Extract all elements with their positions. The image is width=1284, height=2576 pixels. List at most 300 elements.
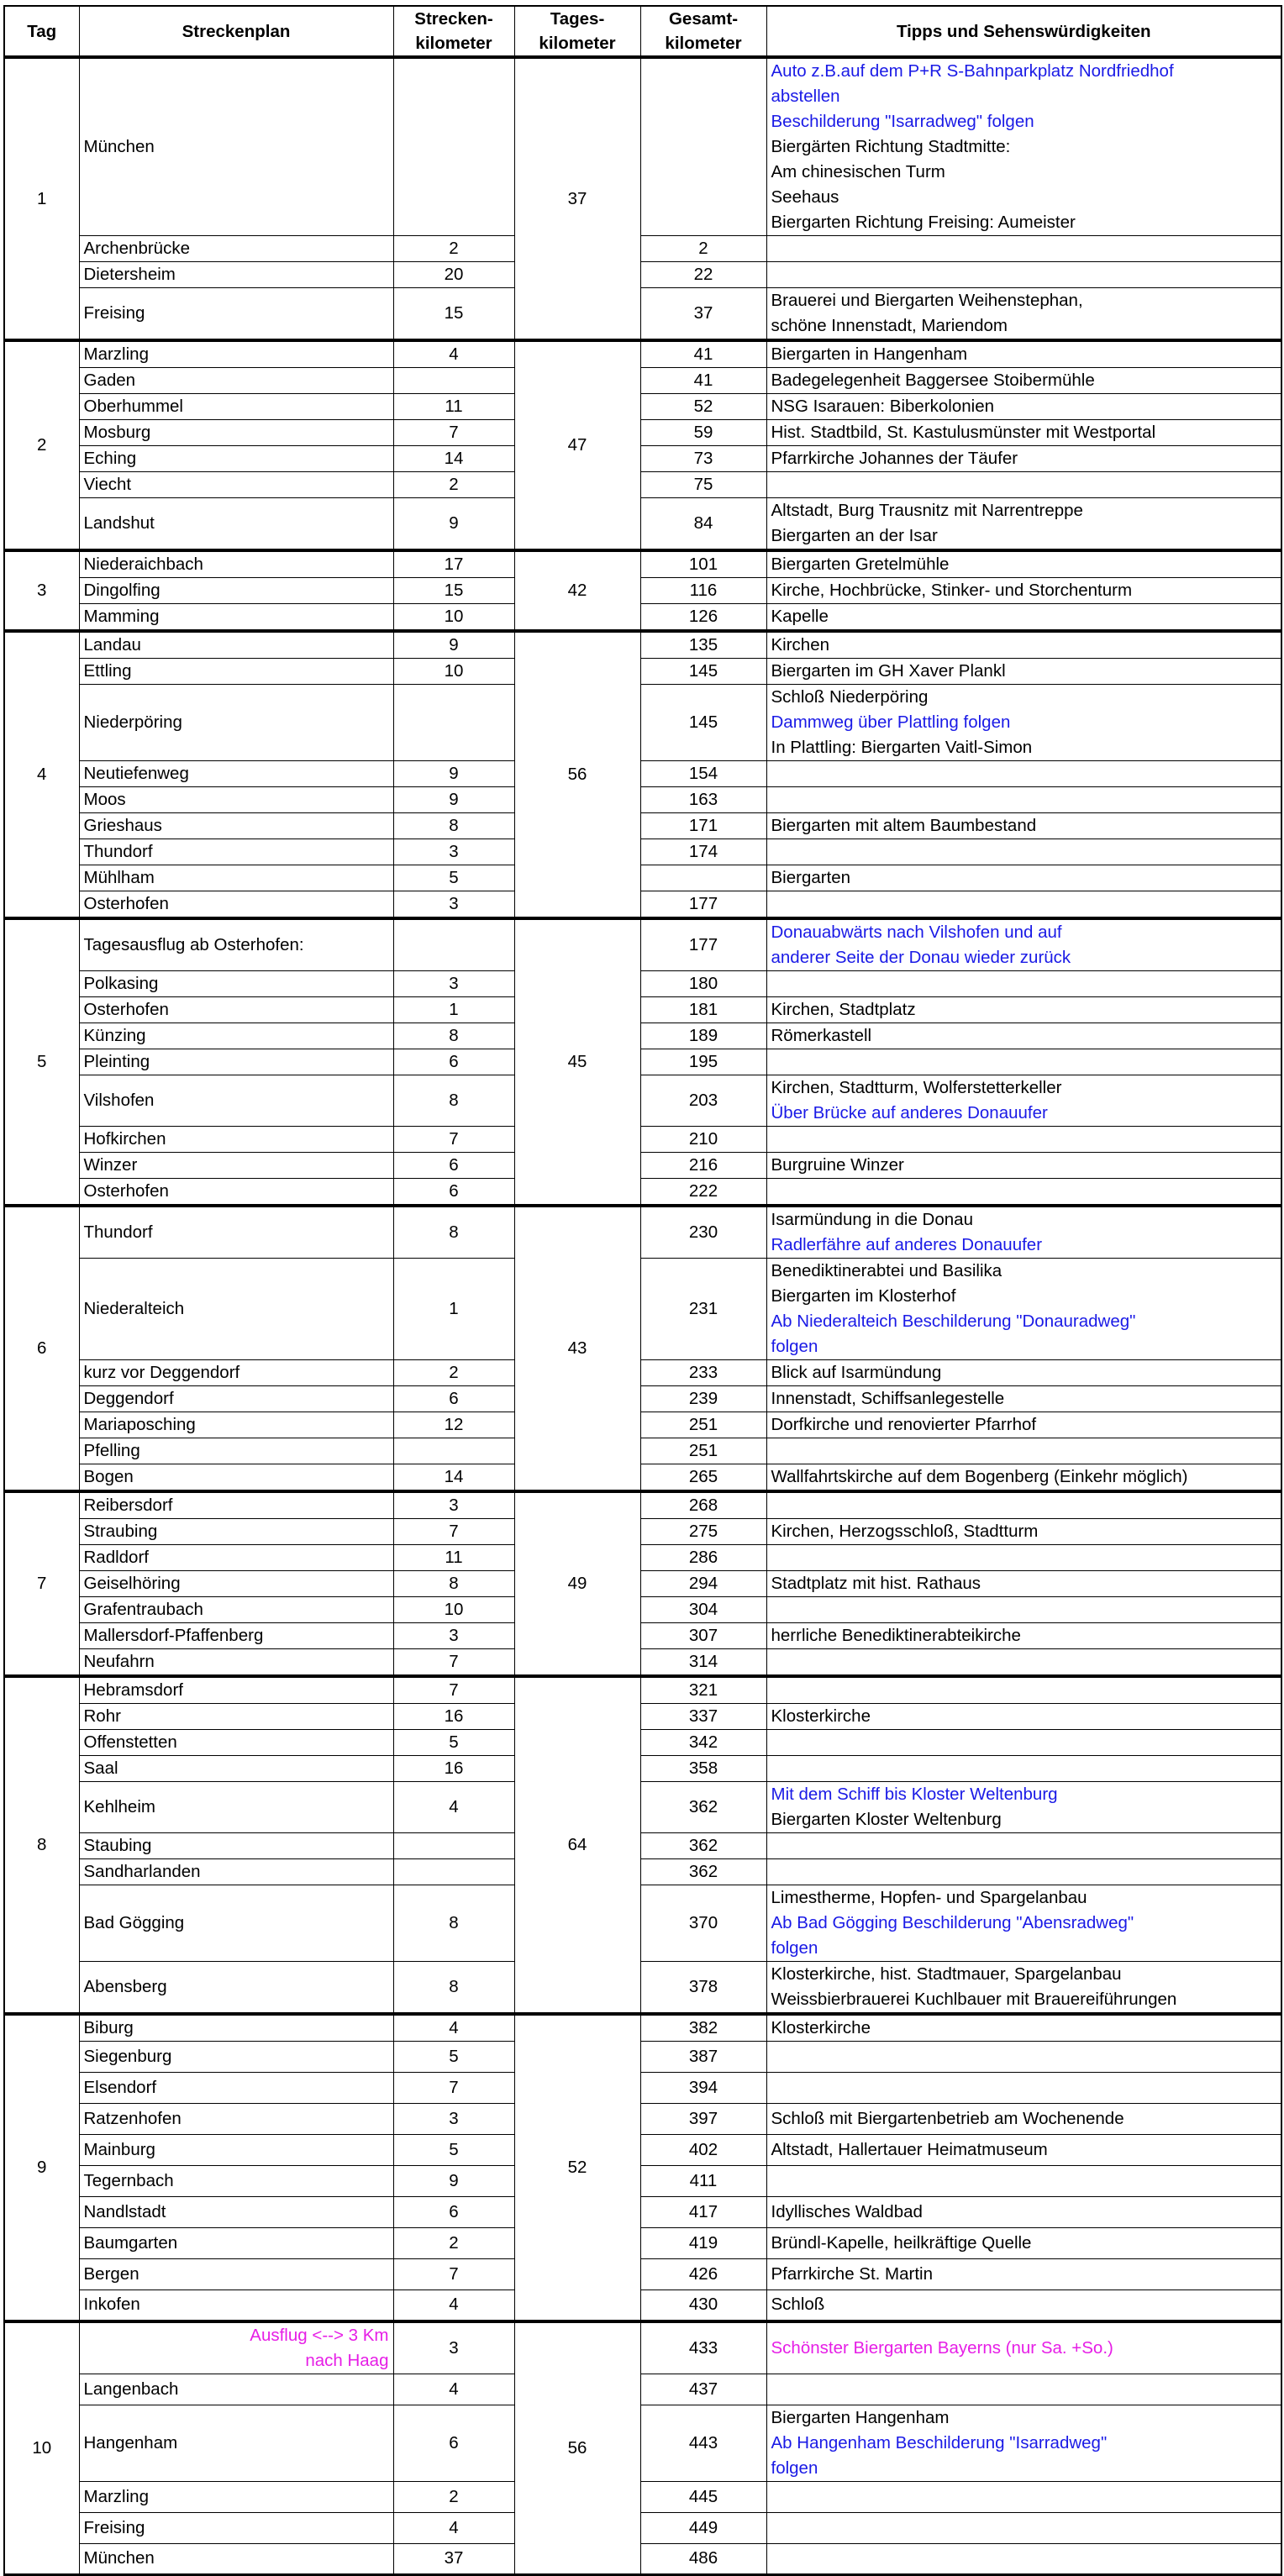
gesamt-km-cell: 426	[640, 2259, 766, 2290]
table-row	[4, 1259, 1281, 1360]
table-row	[4, 631, 1281, 659]
table-row	[4, 1464, 1281, 1492]
gesamt-km-cell: 417	[640, 2197, 766, 2228]
table-row	[4, 2228, 1281, 2259]
strecken-km-cell: 11	[393, 1545, 514, 1571]
tip-line: Auto z.B.auf dem P+R S-Bahnparkplatz Nordfriedhof	[771, 61, 1174, 81]
strecken-km-cell: 6	[393, 1049, 514, 1075]
gesamt-km-cell: 437	[640, 2374, 766, 2405]
table-row	[4, 997, 1281, 1023]
gesamt-km-cell: 126	[640, 604, 766, 632]
table-row	[4, 1704, 1281, 1730]
strecken-km-cell: 9	[393, 2166, 514, 2197]
tip-line: folgen	[771, 1337, 818, 1356]
gesamt-km-cell	[640, 865, 766, 891]
table-row	[4, 2321, 1281, 2374]
tip-line: Stadtplatz mit hist. Rathaus	[771, 1574, 981, 1593]
tips-cell	[766, 1545, 1281, 1571]
tip-line: Mit dem Schiff bis Kloster Weltenburg	[771, 1785, 1058, 1804]
tip-line: herrliche Benediktinerabteikirche	[771, 1626, 1021, 1645]
day-group	[4, 1206, 1281, 1491]
place-cell: Langenbach	[79, 2374, 393, 2405]
gesamt-km-cell: 370	[640, 1885, 766, 1962]
place-cell: Freising	[79, 288, 393, 341]
gesamt-km-cell: 358	[640, 1756, 766, 1782]
tips-cell	[766, 1782, 1281, 1833]
strecken-km-cell: 37	[393, 2543, 514, 2574]
tips-cell	[766, 2104, 1281, 2135]
strecken-km-cell: 3	[393, 2321, 514, 2374]
strecken-km-cell: 8	[393, 1962, 514, 2015]
strecken-km-cell	[393, 1859, 514, 1885]
tip-line: folgen	[771, 1938, 818, 1958]
gesamt-km-cell: 177	[640, 891, 766, 919]
table-row	[4, 1023, 1281, 1049]
tips-cell	[766, 1386, 1281, 1412]
table-row	[4, 1676, 1281, 1704]
tip-line: Ab Hangenham Beschilderung "Isarradweg"	[771, 2432, 1108, 2452]
header-streckenplan: Streckenplan	[79, 6, 393, 57]
day-group	[4, 550, 1281, 631]
strecken-km-cell: 4	[393, 2290, 514, 2321]
gesamt-km-cell: 145	[640, 659, 766, 685]
gesamt-km-cell: 394	[640, 2073, 766, 2104]
place-cell: Freising	[79, 2512, 393, 2543]
tips-cell	[766, 1571, 1281, 1597]
gesamt-km-cell: 210	[640, 1127, 766, 1153]
tips-cell	[766, 1859, 1281, 1885]
day-number: 1	[4, 57, 79, 340]
tip-line: Schloß mit Biergartenbetrieb am Wochenende	[771, 2109, 1124, 2128]
tips-cell	[766, 2374, 1281, 2405]
gesamt-km-cell: 449	[640, 2512, 766, 2543]
gesamt-km-cell: 41	[640, 340, 766, 368]
strecken-km-cell: 8	[393, 1023, 514, 1049]
strecken-km-cell: 7	[393, 420, 514, 446]
table-row	[4, 2405, 1281, 2481]
tips-cell	[766, 631, 1281, 659]
tip-line: Isarmündung in die Donau	[771, 1210, 973, 1229]
gesamt-km-cell: 73	[640, 446, 766, 472]
table-row	[4, 1756, 1281, 1782]
tages-km-cell: 37	[514, 57, 640, 340]
gesamt-km-cell: 294	[640, 1571, 766, 1597]
day-group	[4, 1676, 1281, 2014]
day-number: 2	[4, 340, 79, 550]
tip-line: Biergarten Richtung Freising: Aumeister	[771, 213, 1076, 232]
table-row	[4, 262, 1281, 288]
tip-line: Biergarten Hangenham	[771, 2407, 950, 2427]
table-row	[4, 891, 1281, 919]
strecken-km-cell: 9	[393, 787, 514, 813]
place-cell: Siegenburg	[79, 2042, 393, 2073]
place-cell: Bogen	[79, 1464, 393, 1492]
place-cell: Winzer	[79, 1153, 393, 1179]
strecken-km-cell: 6	[393, 2197, 514, 2228]
tip-line: Innenstadt, Schiffsanlegestelle	[771, 1389, 1005, 1408]
strecken-km-cell: 11	[393, 394, 514, 420]
gesamt-km-cell: 41	[640, 368, 766, 394]
gesamt-km-cell: 101	[640, 550, 766, 578]
day-group	[4, 2014, 1281, 2321]
place-cell: Ettling	[79, 659, 393, 685]
place-cell: Straubing	[79, 1519, 393, 1545]
place-cell: Mosburg	[79, 420, 393, 446]
day-number: 10	[4, 2321, 79, 2575]
strecken-km-cell: 7	[393, 1127, 514, 1153]
gesamt-km-cell: 37	[640, 288, 766, 341]
place-cell: Hofkirchen	[79, 1127, 393, 1153]
tip-line: Biergarten im Klosterhof	[771, 1286, 956, 1306]
gesamt-km-cell: 342	[640, 1730, 766, 1756]
strecken-km-cell: 7	[393, 2073, 514, 2104]
header-streckenkilometer: Strecken- kilometer	[393, 6, 514, 57]
tips-cell	[766, 1885, 1281, 1962]
gesamt-km-cell: 286	[640, 1545, 766, 1571]
place-cell: Biburg	[79, 2014, 393, 2042]
tip-line: Kapelle	[771, 607, 829, 626]
tip-line: Biergarten mit altem Baumbestand	[771, 816, 1037, 835]
place-cell: München	[79, 57, 393, 236]
gesamt-km-cell: 180	[640, 971, 766, 997]
gesamt-km-cell: 275	[640, 1519, 766, 1545]
tips-cell	[766, 813, 1281, 839]
place-line: nach Haag	[305, 2350, 389, 2370]
tages-km-cell: 47	[514, 340, 640, 550]
tips-cell	[766, 1075, 1281, 1127]
tip-line: NSG Isarauen: Biberkolonien	[771, 397, 995, 416]
strecken-km-cell: 4	[393, 2374, 514, 2405]
table-row	[4, 340, 1281, 368]
strecken-km-cell: 10	[393, 1597, 514, 1623]
header-tipps: Tipps und Sehenswürdigkeiten	[766, 6, 1281, 57]
place-cell: Landshut	[79, 498, 393, 551]
strecken-km-cell: 14	[393, 1464, 514, 1492]
day-group	[4, 631, 1281, 918]
header-gesamtkilometer: Gesamt- kilometer	[640, 6, 766, 57]
gesamt-km-cell: 304	[640, 1597, 766, 1623]
tips-cell	[766, 1704, 1281, 1730]
tips-cell	[766, 498, 1281, 551]
gesamt-km-cell: 387	[640, 2042, 766, 2073]
tips-cell	[766, 2042, 1281, 2073]
tips-cell	[766, 420, 1281, 446]
gesamt-km-cell: 321	[640, 1676, 766, 1704]
tips-cell	[766, 2321, 1281, 2374]
place-cell: Mühlham	[79, 865, 393, 891]
table-row	[4, 288, 1281, 341]
gesamt-km-cell: 195	[640, 1049, 766, 1075]
table-row	[4, 2104, 1281, 2135]
tages-km-cell: 52	[514, 2014, 640, 2321]
strecken-km-cell	[393, 685, 514, 761]
table-row	[4, 685, 1281, 761]
place-cell: Tagesausflug ab Osterhofen:	[79, 918, 393, 971]
table-row	[4, 1075, 1281, 1127]
gesamt-km-cell: 430	[640, 2290, 766, 2321]
tip-line: Biergarten im GH Xaver Plankl	[771, 661, 1006, 681]
table-row	[4, 2259, 1281, 2290]
tip-line: Kirchen, Stadtplatz	[771, 1000, 916, 1019]
tip-line: Idyllisches Waldbad	[771, 2202, 923, 2221]
tips-cell	[766, 550, 1281, 578]
place-cell: Vilshofen	[79, 1075, 393, 1127]
strecken-km-cell: 1	[393, 997, 514, 1023]
strecken-km-cell: 6	[393, 2405, 514, 2481]
day-number: 4	[4, 631, 79, 918]
strecken-km-cell: 5	[393, 1730, 514, 1756]
header-row	[4, 6, 1281, 57]
tip-line: Biergarten in Hangenham	[771, 344, 968, 364]
tips-cell	[766, 1597, 1281, 1623]
table-row	[4, 2374, 1281, 2405]
strecken-km-cell: 4	[393, 1782, 514, 1833]
day-group	[4, 57, 1281, 340]
tips-cell	[766, 997, 1281, 1023]
tips-cell	[766, 761, 1281, 787]
table-row	[4, 394, 1281, 420]
gesamt-km-cell: 314	[640, 1649, 766, 1677]
tips-cell	[766, 1649, 1281, 1677]
strecken-km-cell: 7	[393, 2259, 514, 2290]
tip-line: Radlerfähre auf anderes Donauufer	[771, 1235, 1043, 1254]
tips-cell	[766, 2481, 1281, 2512]
tip-line: Donauabwärts nach Vilshofen und auf	[771, 923, 1062, 942]
strecken-km-cell: 5	[393, 2135, 514, 2166]
place-cell: München	[79, 2543, 393, 2574]
strecken-km-cell: 17	[393, 550, 514, 578]
tips-cell	[766, 2512, 1281, 2543]
tips-cell	[766, 1153, 1281, 1179]
tips-cell	[766, 2197, 1281, 2228]
strecken-km-cell: 9	[393, 631, 514, 659]
gesamt-km-cell: 174	[640, 839, 766, 865]
tips-cell	[766, 1491, 1281, 1519]
tages-km-cell: 42	[514, 550, 640, 631]
table-row	[4, 1206, 1281, 1259]
strecken-km-cell: 2	[393, 2481, 514, 2512]
gesamt-km-cell: 145	[640, 685, 766, 761]
strecken-km-cell: 1	[393, 1259, 514, 1360]
tip-line: Pfarrkirche Johannes der Täufer	[771, 449, 1018, 468]
tips-cell	[766, 659, 1281, 685]
table-row	[4, 1049, 1281, 1075]
table-row	[4, 865, 1281, 891]
tips-cell	[766, 1464, 1281, 1492]
tips-cell	[766, 1179, 1281, 1207]
table-row	[4, 1623, 1281, 1649]
tips-cell	[766, 685, 1281, 761]
table-row	[4, 1491, 1281, 1519]
strecken-km-cell: 7	[393, 1676, 514, 1704]
gesamt-km-cell: 116	[640, 578, 766, 604]
table-row	[4, 472, 1281, 498]
strecken-km-cell	[393, 57, 514, 236]
place-cell: Mamming	[79, 604, 393, 632]
strecken-km-cell	[393, 918, 514, 971]
place-cell: Deggendorf	[79, 1386, 393, 1412]
table-row	[4, 1438, 1281, 1464]
tip-line: Dorfkirche und renovierter Pfarrhof	[771, 1415, 1037, 1434]
tips-cell	[766, 262, 1281, 288]
strecken-km-cell: 7	[393, 1519, 514, 1545]
place-cell: Niederpöring	[79, 685, 393, 761]
strecken-km-cell: 6	[393, 1386, 514, 1412]
table-row	[4, 1179, 1281, 1207]
place-cell: Mallersdorf-Pfaffenberg	[79, 1623, 393, 1649]
tips-cell	[766, 891, 1281, 919]
gesamt-km-cell: 378	[640, 1962, 766, 2015]
tips-cell	[766, 368, 1281, 394]
place-cell: Landau	[79, 631, 393, 659]
day-group	[4, 340, 1281, 550]
tips-cell	[766, 2259, 1281, 2290]
place-cell: Niederaichbach	[79, 550, 393, 578]
place-cell: Inkofen	[79, 2290, 393, 2321]
place-cell: Eching	[79, 446, 393, 472]
tip-line: Römerkastell	[771, 1026, 872, 1045]
strecken-km-cell: 16	[393, 1756, 514, 1782]
strecken-km-cell: 4	[393, 2014, 514, 2042]
tip-line: Am chinesischen Turm	[771, 162, 945, 181]
table-row	[4, 368, 1281, 394]
tip-line: Kirchen	[771, 635, 830, 655]
tip-line: Kirchen, Stadtturm, Wolferstetterkeller	[771, 1078, 1062, 1097]
tips-cell	[766, 787, 1281, 813]
tips-cell	[766, 394, 1281, 420]
table-row	[4, 2512, 1281, 2543]
gesamt-km-cell: 2	[640, 236, 766, 262]
tip-line: abstellen	[771, 87, 840, 106]
strecken-km-cell: 15	[393, 288, 514, 341]
strecken-km-cell: 10	[393, 659, 514, 685]
place-cell: Ratzenhofen	[79, 2104, 393, 2135]
place-cell: Saal	[79, 1756, 393, 1782]
tip-line: Limestherme, Hopfen- und Spargelanbau	[771, 1888, 1087, 1907]
strecken-km-cell: 20	[393, 262, 514, 288]
gesamt-km-cell: 265	[640, 1464, 766, 1492]
tips-cell	[766, 918, 1281, 971]
table-row	[4, 1127, 1281, 1153]
tips-cell	[766, 57, 1281, 236]
table-row	[4, 2290, 1281, 2321]
gesamt-km-cell: 445	[640, 2481, 766, 2512]
table-row	[4, 761, 1281, 787]
tip-line: schöne Innenstadt, Mariendom	[771, 316, 1008, 335]
day-number: 6	[4, 1206, 79, 1491]
strecken-km-cell: 2	[393, 236, 514, 262]
strecken-km-cell: 3	[393, 2104, 514, 2135]
tip-line: anderer Seite der Donau wieder zurück	[771, 948, 1071, 967]
strecken-km-cell: 8	[393, 1571, 514, 1597]
tips-cell	[766, 2166, 1281, 2197]
tip-line: Biergarten Kloster Weltenburg	[771, 1810, 1002, 1829]
tips-cell	[766, 2228, 1281, 2259]
strecken-km-cell: 15	[393, 578, 514, 604]
gesamt-km-cell: 233	[640, 1360, 766, 1386]
table-row	[4, 2073, 1281, 2104]
tip-line: Kirchen, Herzogsschloß, Stadtturm	[771, 1522, 1039, 1541]
gesamt-km-cell: 231	[640, 1259, 766, 1360]
gesamt-km-cell: 189	[640, 1023, 766, 1049]
place-cell: Viecht	[79, 472, 393, 498]
table-row	[4, 2481, 1281, 2512]
tip-line: Wallfahrtskirche auf dem Bogenberg (Einkehr möglich)	[771, 1467, 1188, 1486]
tip-line: Biergarten	[771, 868, 851, 887]
day-number: 5	[4, 918, 79, 1206]
place-cell: Polkasing	[79, 971, 393, 997]
table-row	[4, 839, 1281, 865]
place-cell: Mainburg	[79, 2135, 393, 2166]
header-tag: Tag	[4, 6, 79, 57]
table-row	[4, 1571, 1281, 1597]
place-cell: Mariaposching	[79, 1412, 393, 1438]
tages-km-cell: 56	[514, 2321, 640, 2575]
tips-cell	[766, 2290, 1281, 2321]
gesamt-km-cell: 75	[640, 472, 766, 498]
place-cell: Tegernbach	[79, 2166, 393, 2197]
table-row	[4, 1597, 1281, 1623]
tages-km-cell: 56	[514, 631, 640, 918]
tips-cell	[766, 472, 1281, 498]
place-cell: Thundorf	[79, 839, 393, 865]
tip-line: Badegelegenheit Baggersee Stoibermühle	[771, 371, 1095, 390]
place-cell: Sandharlanden	[79, 1859, 393, 1885]
gesamt-km-cell: 177	[640, 918, 766, 971]
place-cell: Dingolfing	[79, 578, 393, 604]
tips-cell	[766, 2405, 1281, 2481]
place-cell: Gaden	[79, 368, 393, 394]
strecken-km-cell: 8	[393, 1206, 514, 1259]
gesamt-km-cell: 22	[640, 262, 766, 288]
tips-cell	[766, 1730, 1281, 1756]
gesamt-km-cell: 239	[640, 1386, 766, 1412]
strecken-km-cell: 2	[393, 2228, 514, 2259]
place-cell: Grafentraubach	[79, 1597, 393, 1623]
table-row	[4, 659, 1281, 685]
table-row	[4, 446, 1281, 472]
strecken-km-cell: 2	[393, 472, 514, 498]
tips-cell	[766, 1519, 1281, 1545]
gesamt-km-cell: 402	[640, 2135, 766, 2166]
strecken-km-cell: 9	[393, 761, 514, 787]
gesamt-km-cell: 203	[640, 1075, 766, 1127]
tips-cell	[766, 2014, 1281, 2042]
tips-cell	[766, 236, 1281, 262]
route-table	[3, 5, 1282, 2576]
gesamt-km-cell: 171	[640, 813, 766, 839]
table-row	[4, 813, 1281, 839]
tips-cell	[766, 1360, 1281, 1386]
place-cell: Neutiefenweg	[79, 761, 393, 787]
gesamt-km-cell: 362	[640, 1782, 766, 1833]
gesamt-km-cell: 59	[640, 420, 766, 446]
place-cell: Bergen	[79, 2259, 393, 2290]
place-cell: Künzing	[79, 1023, 393, 1049]
place-cell: Osterhofen	[79, 891, 393, 919]
table-row	[4, 57, 1281, 236]
table-row	[4, 1649, 1281, 1677]
tip-line: Blick auf Isarmündung	[771, 1363, 942, 1382]
tips-cell	[766, 1049, 1281, 1075]
table-row	[4, 1545, 1281, 1571]
tip-line: In Plattling: Biergarten Vaitl-Simon	[771, 738, 1033, 757]
place-cell: Osterhofen	[79, 1179, 393, 1207]
gesamt-km-cell: 154	[640, 761, 766, 787]
tips-cell	[766, 2543, 1281, 2574]
place-cell: Pfelling	[79, 1438, 393, 1464]
day-number: 8	[4, 1676, 79, 2014]
